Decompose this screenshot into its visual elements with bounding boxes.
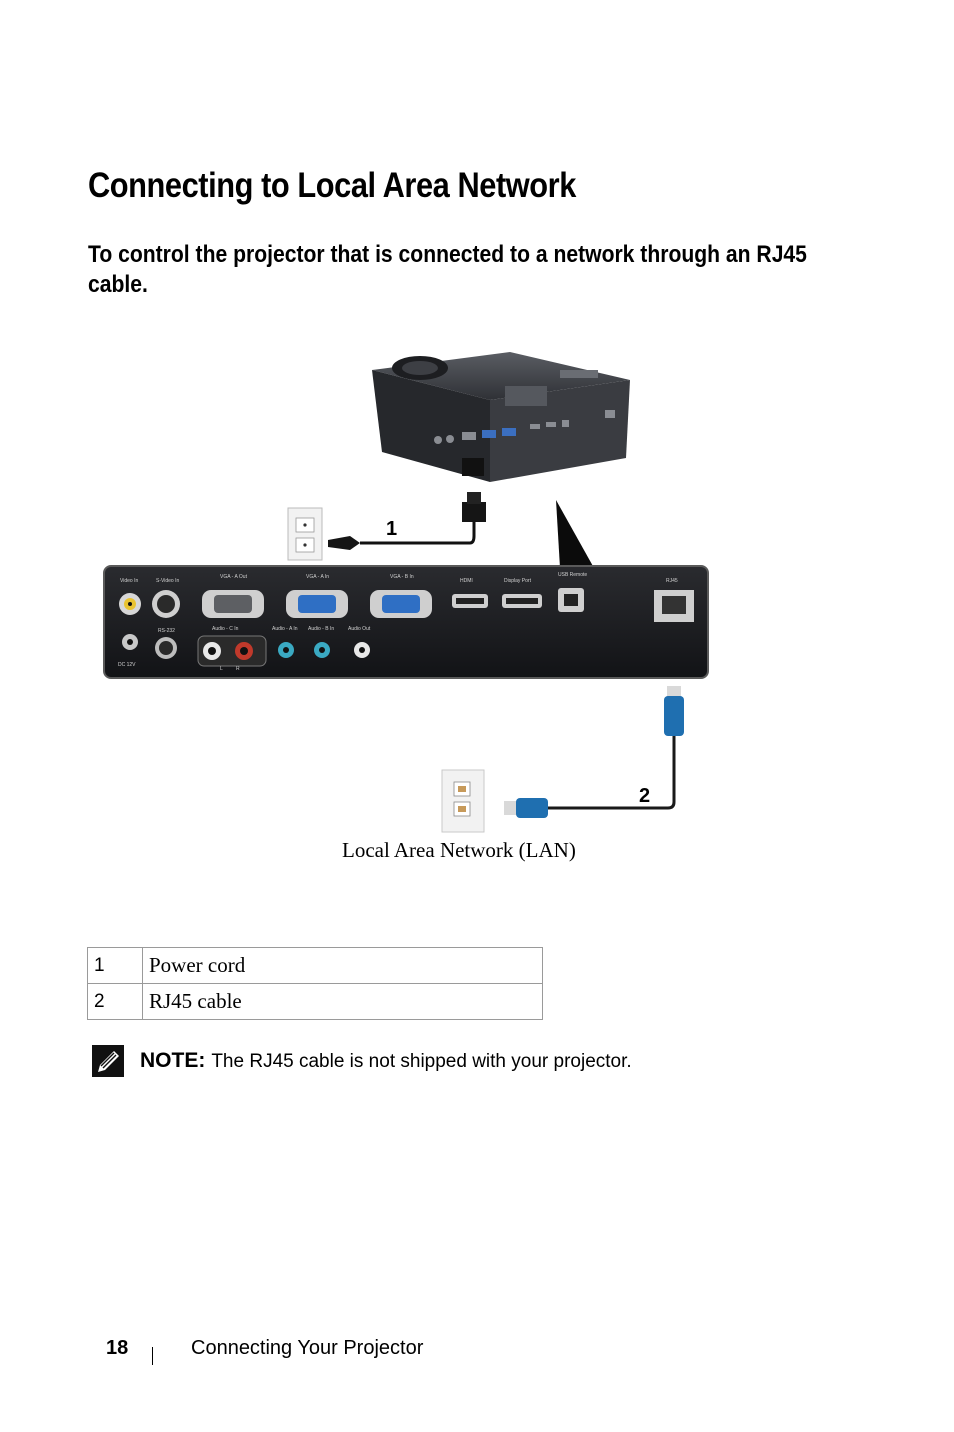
rear-panel-image	[104, 566, 708, 678]
label-rj45: RJ45	[666, 578, 678, 584]
label-audio-c-in: Audio - C In	[212, 626, 239, 632]
label-s-video-in: S-Video In	[156, 578, 180, 584]
power-cord-image	[328, 492, 486, 550]
note-pencil-icon	[92, 1045, 124, 1077]
legend-number: 2	[88, 984, 143, 1020]
page-footer	[106, 1337, 606, 1367]
page-number: 18	[106, 1337, 129, 1359]
label-display-port: Display Port	[504, 578, 531, 584]
label-audio-a-in: Audio - A In	[272, 626, 298, 632]
section-subtitle: To control the projector that is connected to a network through an RJ45 cable.	[88, 241, 807, 298]
footer-section-title: Connecting Your Projector	[191, 1337, 424, 1359]
wall-outlet-image	[288, 508, 322, 560]
lan-wall-jack-image	[442, 770, 484, 832]
page-title: Connecting to Local Area Network	[88, 166, 576, 205]
label-audio-out: Audio Out	[348, 626, 371, 632]
projector-image	[372, 352, 630, 482]
legend-number: 1	[88, 948, 143, 984]
figure-caption: Local Area Network (LAN)	[342, 838, 576, 862]
label-dc-12v: DC 12V	[118, 662, 136, 668]
label-vga-a-in: VGA - A In	[306, 574, 330, 580]
footer-divider	[152, 1347, 153, 1365]
note-box	[92, 1044, 632, 1078]
label-hdmi: HDMI	[460, 578, 473, 584]
callout-1: 1	[386, 518, 398, 540]
label-vga-a-out: VGA - A Out	[220, 574, 247, 580]
label-audio-b-in: Audio - B In	[308, 626, 335, 632]
label-vga-b-in: VGA - B In	[390, 574, 414, 580]
table-row	[88, 948, 543, 984]
connection-diagram	[90, 340, 730, 840]
label-usb-remote: USB Remote	[558, 572, 588, 578]
legend-description: RJ45 cable	[143, 984, 543, 1020]
callout-2: 2	[639, 785, 651, 807]
label-right: R	[236, 666, 240, 672]
note-text: The RJ45 cable is not shipped with your projector.	[211, 1051, 632, 1072]
note-label: NOTE:	[140, 1049, 206, 1072]
zoom-wedge	[556, 500, 594, 568]
table-row	[88, 984, 543, 1020]
callout-legend-table	[87, 947, 543, 1020]
rj45-cable-image	[504, 686, 684, 818]
label-rs232: RS-232	[158, 628, 175, 634]
legend-description: Power cord	[143, 948, 543, 984]
label-left: L	[220, 666, 223, 672]
label-video-in: Video In	[120, 578, 139, 584]
